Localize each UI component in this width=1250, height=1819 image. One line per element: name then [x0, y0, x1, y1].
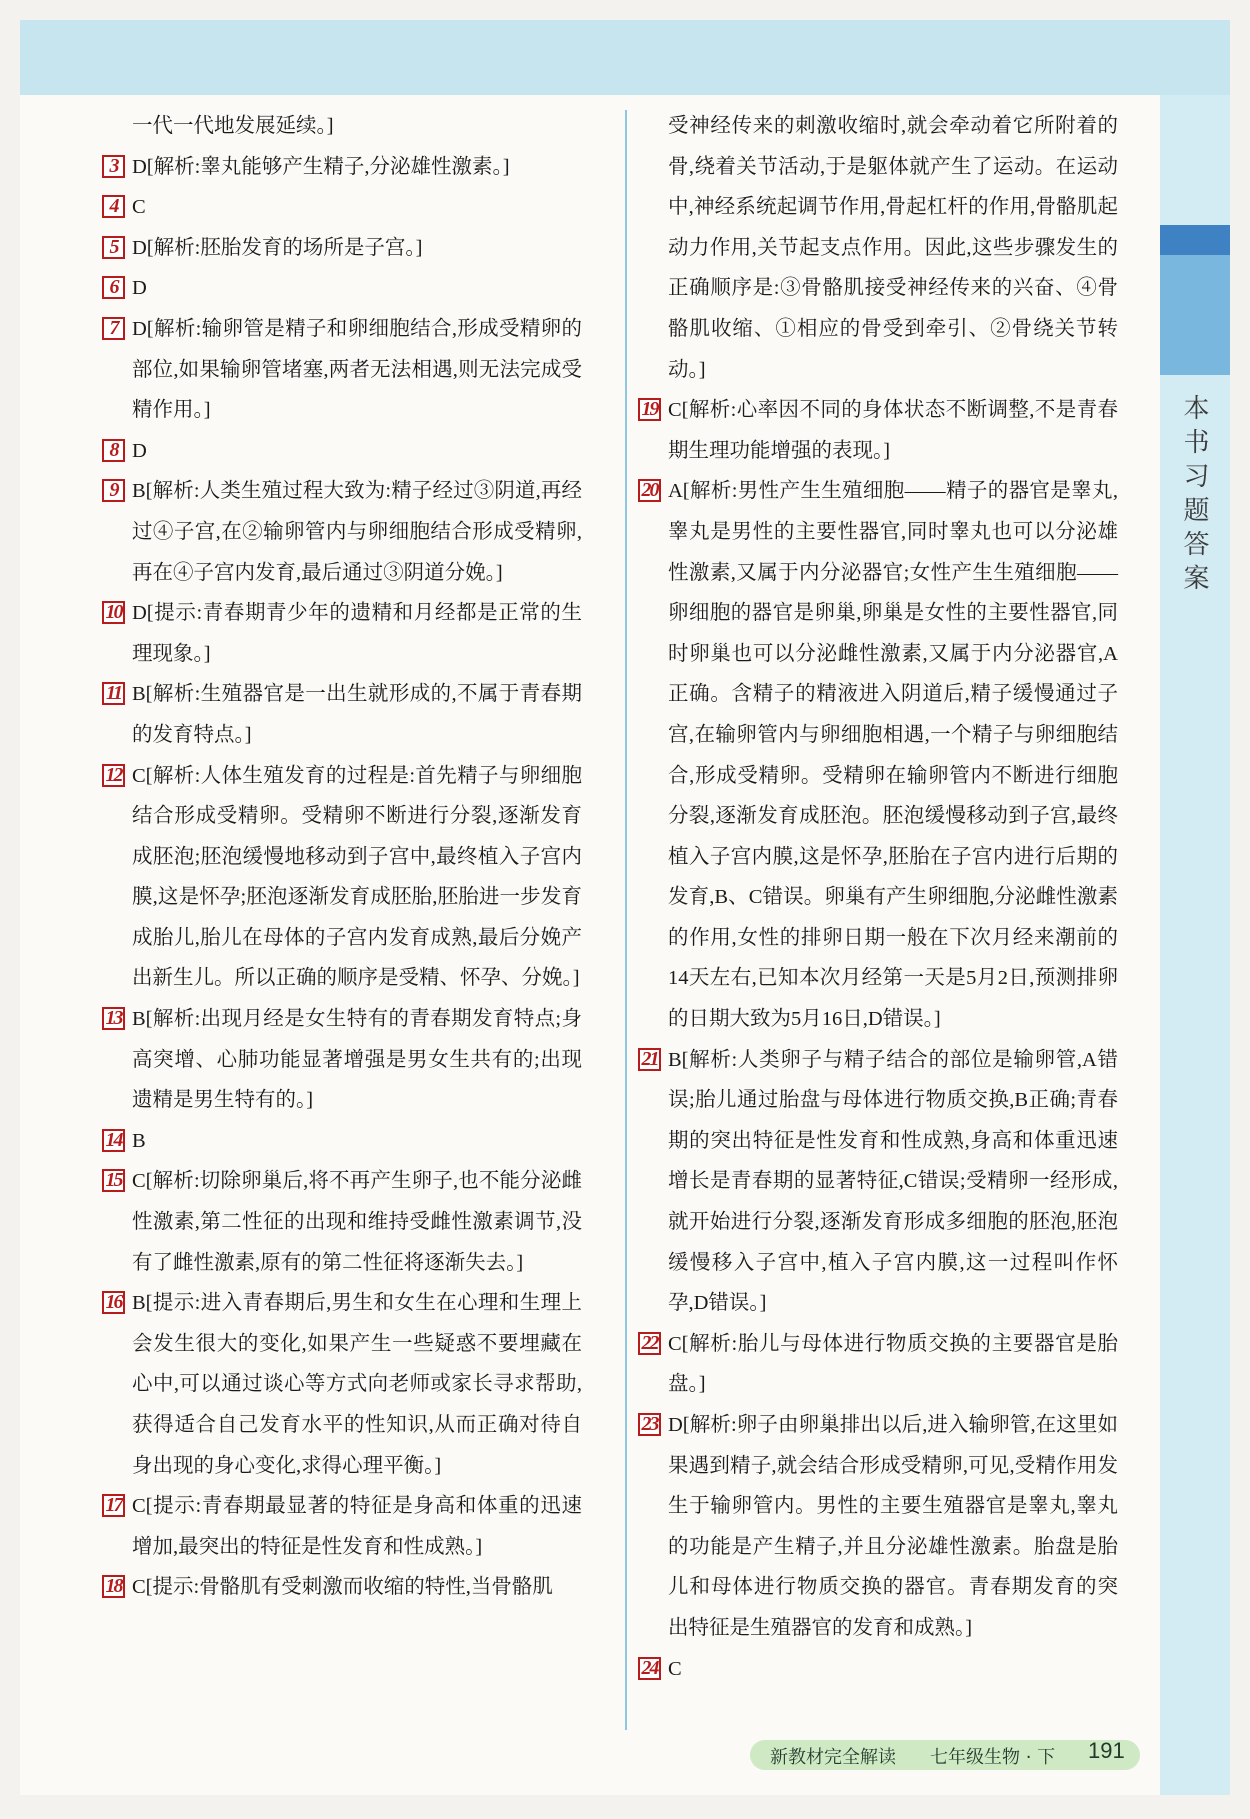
answer-text: D[解析:睾丸能够产生精子,分泌雄性激素。]: [132, 155, 510, 178]
question-number-badge: 3: [102, 155, 125, 178]
question-number-badge: 22: [638, 1332, 661, 1355]
footer-subject: 七年级生物 · 下: [930, 1747, 1056, 1768]
answer-item: [638, 1649, 1118, 1690]
answer-text: B[解析:人类卵子与精子结合的部位是输卵管,A错误;胎儿通过胎盘与母体进行物质交换,B正确;青春期的突出特征是性发育和性成熟,身高和体重迅速增长是青春期的显著特征,C错误;受精卵一经形成,就开始进行分裂,逐渐发育形成多细胞的胚泡,胚泡缓慢移入子宫中,植入子宫内膜,这一过程叫作怀孕,D错误。]: [668, 1048, 1118, 1315]
answer-item: [102, 106, 582, 147]
answer-item: [102, 228, 582, 269]
question-number-badge: 13: [102, 1007, 125, 1030]
question-number-badge: 23: [638, 1413, 661, 1436]
answer-item: [102, 674, 582, 755]
question-number-badge: 10: [102, 601, 125, 624]
answer-item: [102, 1283, 582, 1486]
question-number-badge: 14: [102, 1129, 125, 1152]
answer-text: B[解析:出现月经是女生特有的青春期发育特点;身高突增、心肺功能显著增强是男女生共有的;出现遗精是男生特有的。]: [132, 1008, 582, 1112]
question-number-badge: 21: [638, 1048, 661, 1071]
side-tab-marker-dark: [1160, 225, 1230, 255]
answer-text: A[解析:男性产生生殖细胞——精子的器官是睾丸,睾丸是男性的主要性器官,同时睾丸也可以分泌雄性激素,又属于内分泌器官;女性产生生殖细胞——卵细胞的器官是卵巢,卵巢是女性的主要性器官,同时卵巢也可以分泌雌性激素,又属于内分泌器官,A正确。含精子的精液进入阴道后,精子缓慢通过子宫,在输卵管内与卵细胞相遇,一个精子与卵细胞结合,形成受精卵。受精卵在输卵管内不断进行细胞分裂,逐渐发育成胚泡。胚泡缓慢移动到子宫,最终植入子宫内膜,这是怀孕,胚胎在子宫内进行后期的发育,B、C错误。卵巢有产生卵细胞,分泌雌性激素的作用,女性的排卵日期一般在下次月经来潮前的14天左右,已知本次月经第一天是5月2日,预测排卵的日期大致为5月16日,D错误。]: [668, 480, 1118, 1031]
answer-text: B[解析:人类生殖过程大致为:精子经过③阴道,再经过④子宫,在②输卵管内与卵细胞结合形成受精卵,再在④子宫内发育,最后通过③阴道分娩。]: [132, 480, 582, 584]
answer-text: D[解析:输卵管是精子和卵细胞结合,形成受精卵的部位,如果输卵管堵塞,两者无法相遇,则无法完成受精作用。]: [132, 317, 582, 422]
question-number-badge: 20: [638, 479, 661, 502]
answer-text: B[解析:生殖器官是一出生就形成的,不属于青春期的发育特点。]: [132, 683, 582, 746]
answer-item: [102, 268, 582, 309]
right-answer-column: [638, 106, 1118, 1689]
page-number: 191: [1088, 1738, 1125, 1763]
answer-text: 受神经传来的刺激收缩时,就会牵动着它所附着的骨,绕着关节活动,于是躯体就产生了运动。在运动中,神经系统起调节作用,骨起杠杆的作用,骨骼肌起动力作用,关节起支点作用。因此,这些步骤发生的正确顺序是:③骨骼肌接受神经传来的兴奋、④骨骼肌收缩、①相应的骨受到牵引、②骨绕关节转动。]: [668, 115, 1118, 381]
question-number-badge: 5: [102, 236, 125, 259]
column-divider: [625, 110, 627, 1730]
answer-item: [102, 1486, 582, 1567]
answer-text: C: [668, 1657, 682, 1680]
answer-item: [102, 309, 582, 431]
answer-item: [102, 1121, 582, 1162]
answer-item: [102, 1161, 582, 1283]
answer-text: D[解析:胚胎发育的场所是子宫。]: [132, 236, 423, 259]
answer-text: D[解析:卵子由卵巢排出以后,进入输卵管,在这里如果遇到精子,就会结合形成受精卵,可见,受精作用发生于输卵管内。男性的主要生殖器官是睾丸,睾丸的功能是产生精子,并且分泌雄性激素。胎盘是胎儿和母体进行物质交换的器官。青春期发育的突出特征是生殖器官的发育和成熟。]: [668, 1414, 1118, 1639]
answer-text: D: [132, 277, 147, 300]
question-number-badge: 15: [102, 1169, 125, 1192]
answer-item: [102, 1567, 582, 1608]
answer-text: 一代一代地发展延续。]: [132, 115, 334, 137]
question-number-badge: 8: [102, 439, 125, 462]
answer-text: C[解析:心率因不同的身体状态不断调整,不是青春期生理功能增强的表现。]: [668, 399, 1118, 462]
answer-item: [638, 1324, 1118, 1405]
left-answer-column: [102, 106, 582, 1608]
answer-text: B[提示:进入青春期后,男生和女生在心理和生理上会发生很大的变化,如果产生一些疑惑不要埋藏在心中,可以通过谈心等方式向老师或家长寻求帮助,获得适合自己发育水平的性知识,从而正确对待自身出现的身心变化,求得心理平衡。]: [132, 1292, 582, 1477]
answer-item: [638, 106, 1118, 390]
footer-book-title: 新教材完全解读: [770, 1747, 896, 1768]
answer-text: C[提示:骨骼肌有受刺激而收缩的特性,当骨骼肌: [132, 1576, 553, 1599]
answer-item: [638, 390, 1118, 471]
answer-text: C[解析:切除卵巢后,将不再产生卵子,也不能分泌雌性激素,第二性征的出现和维持受雌性激素调节,没有了雌性激素,原有的第二性征将逐渐失去。]: [132, 1170, 582, 1274]
answer-item: [638, 1040, 1118, 1324]
question-number-badge: 24: [638, 1657, 661, 1680]
answer-item: [102, 471, 582, 593]
answer-text: C: [132, 196, 146, 219]
answer-item: [102, 147, 582, 188]
question-number-badge: 9: [102, 479, 125, 502]
answer-text: C[解析:人体生殖发育的过程是:首先精子与卵细胞结合形成受精卵。受精卵不断进行分裂,逐渐发育成胚泡;胚泡缓慢地移动到子宫中,最终植入子宫内膜,这是怀孕;胚泡逐渐发育成胚胎,胚胎进一步发育成胎儿,胎儿在母体的子宫内发育成熟,最后分娩产出新生儿。所以正确的顺序是受精、怀孕、分娩。]: [132, 764, 582, 990]
answer-item: [102, 593, 582, 674]
answer-item: [102, 999, 582, 1121]
answer-text: C[提示:青春期最显著的特征是身高和体重的迅速增加,最突出的特征是性发育和性成熟。]: [132, 1495, 582, 1558]
answer-item: [102, 187, 582, 228]
top-header-band: [20, 20, 1230, 95]
question-number-badge: 6: [102, 276, 125, 299]
question-number-badge: 7: [102, 317, 125, 340]
answer-item: [102, 756, 582, 1000]
answer-text: B: [132, 1129, 146, 1152]
side-tab-marker: [1160, 255, 1230, 375]
answer-text: D: [132, 439, 147, 462]
question-number-badge: 11: [102, 682, 125, 705]
answer-text: D[提示:青春期青少年的遗精和月经都是正常的生理现象。]: [132, 602, 582, 665]
answer-item: [102, 431, 582, 472]
answer-item: [638, 471, 1118, 1039]
answer-item: [638, 1405, 1118, 1649]
answer-text: C[解析:胎儿与母体进行物质交换的主要器官是胎盘。]: [668, 1332, 1118, 1396]
question-number-badge: 16: [102, 1291, 125, 1314]
question-number-badge: 12: [102, 764, 125, 787]
question-number-badge: 18: [102, 1575, 125, 1598]
question-number-badge: 4: [102, 195, 125, 218]
question-number-badge: 17: [102, 1494, 125, 1517]
side-section-label: 本书习题答案: [1183, 394, 1211, 594]
question-number-badge: 19: [638, 398, 661, 421]
